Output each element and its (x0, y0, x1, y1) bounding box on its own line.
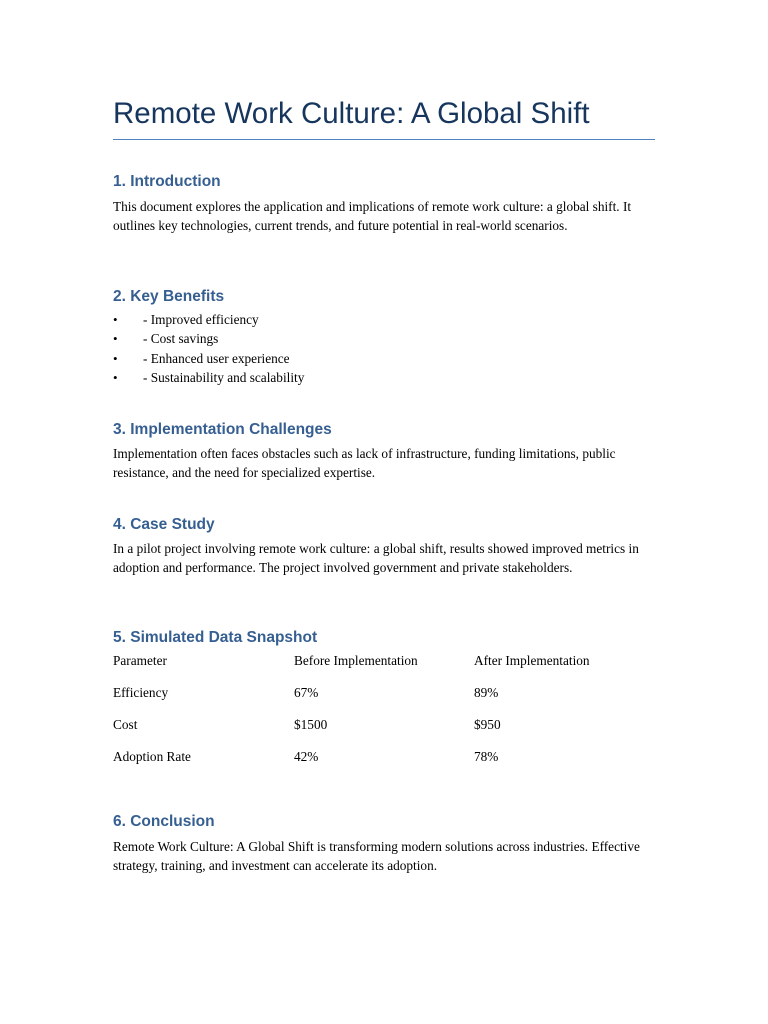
document-title: Remote Work Culture: A Global Shift (113, 97, 590, 130)
table-cell: 67% (294, 685, 319, 700)
title-underline-rule (113, 139, 655, 140)
table-header-cell: After Implementation (474, 653, 590, 668)
section-heading-data-snapshot: 5. Simulated Data Snapshot (113, 629, 318, 646)
table-cell: Cost (113, 717, 138, 732)
list-item-text: - Enhanced user experience (143, 350, 290, 366)
bullet-icon: • (113, 369, 118, 385)
table-cell: 42% (294, 749, 319, 764)
table-cell: $1500 (294, 717, 328, 732)
section-body-implementation-challenges: Implementation often faces obstacles such as lack of infrastructure, funding limitations, public resistance, and the need for specialized expertise. (113, 446, 616, 481)
key-benefits-list (113, 310, 304, 387)
table-header-cell: Parameter (113, 653, 167, 668)
bullet-icon: • (113, 331, 118, 347)
section-body-conclusion: Remote Work Culture: A Global Shift is transforming modern solutions across industries. Effective strategy, training, and investment can accelerate its adoption. (113, 839, 640, 874)
bullet-icon: • (113, 312, 118, 327)
list-item-text: - Cost savings (143, 331, 219, 347)
bullet-icon: • (113, 350, 118, 366)
section-heading-introduction: 1. Introduction (113, 173, 221, 190)
table-header-cell: Before Implementation (294, 653, 418, 668)
table-cell: $950 (474, 717, 501, 732)
table-cell: Adoption Rate (113, 749, 191, 764)
list-item-text: - Improved efficiency (143, 312, 259, 327)
section-heading-implementation-challenges: 3. Implementation Challenges (113, 421, 332, 438)
section-body-introduction: This document explores the application and implications of remote work culture: a global shift. It outlines key technologies, current trends, and future potential in real-world scenarios. (113, 199, 632, 234)
section-heading-case-study: 4. Case Study (113, 516, 215, 533)
section-body-case-study: In a pilot project involving remote work culture: a global shift, results showed improved metrics in adoption and performance. The project involved government and private stakeholders. (113, 541, 639, 576)
list-item-text: - Sustainability and scalability (143, 369, 305, 385)
list-item (113, 310, 304, 329)
list-item (113, 329, 304, 348)
list-item (113, 368, 304, 387)
list-item (113, 349, 304, 368)
table-cell: 78% (474, 749, 499, 764)
section-heading-conclusion: 6. Conclusion (113, 813, 215, 830)
table-cell: 89% (474, 685, 499, 700)
section-heading-key-benefits: 2. Key Benefits (113, 288, 225, 305)
table-cell: Efficiency (113, 685, 169, 700)
